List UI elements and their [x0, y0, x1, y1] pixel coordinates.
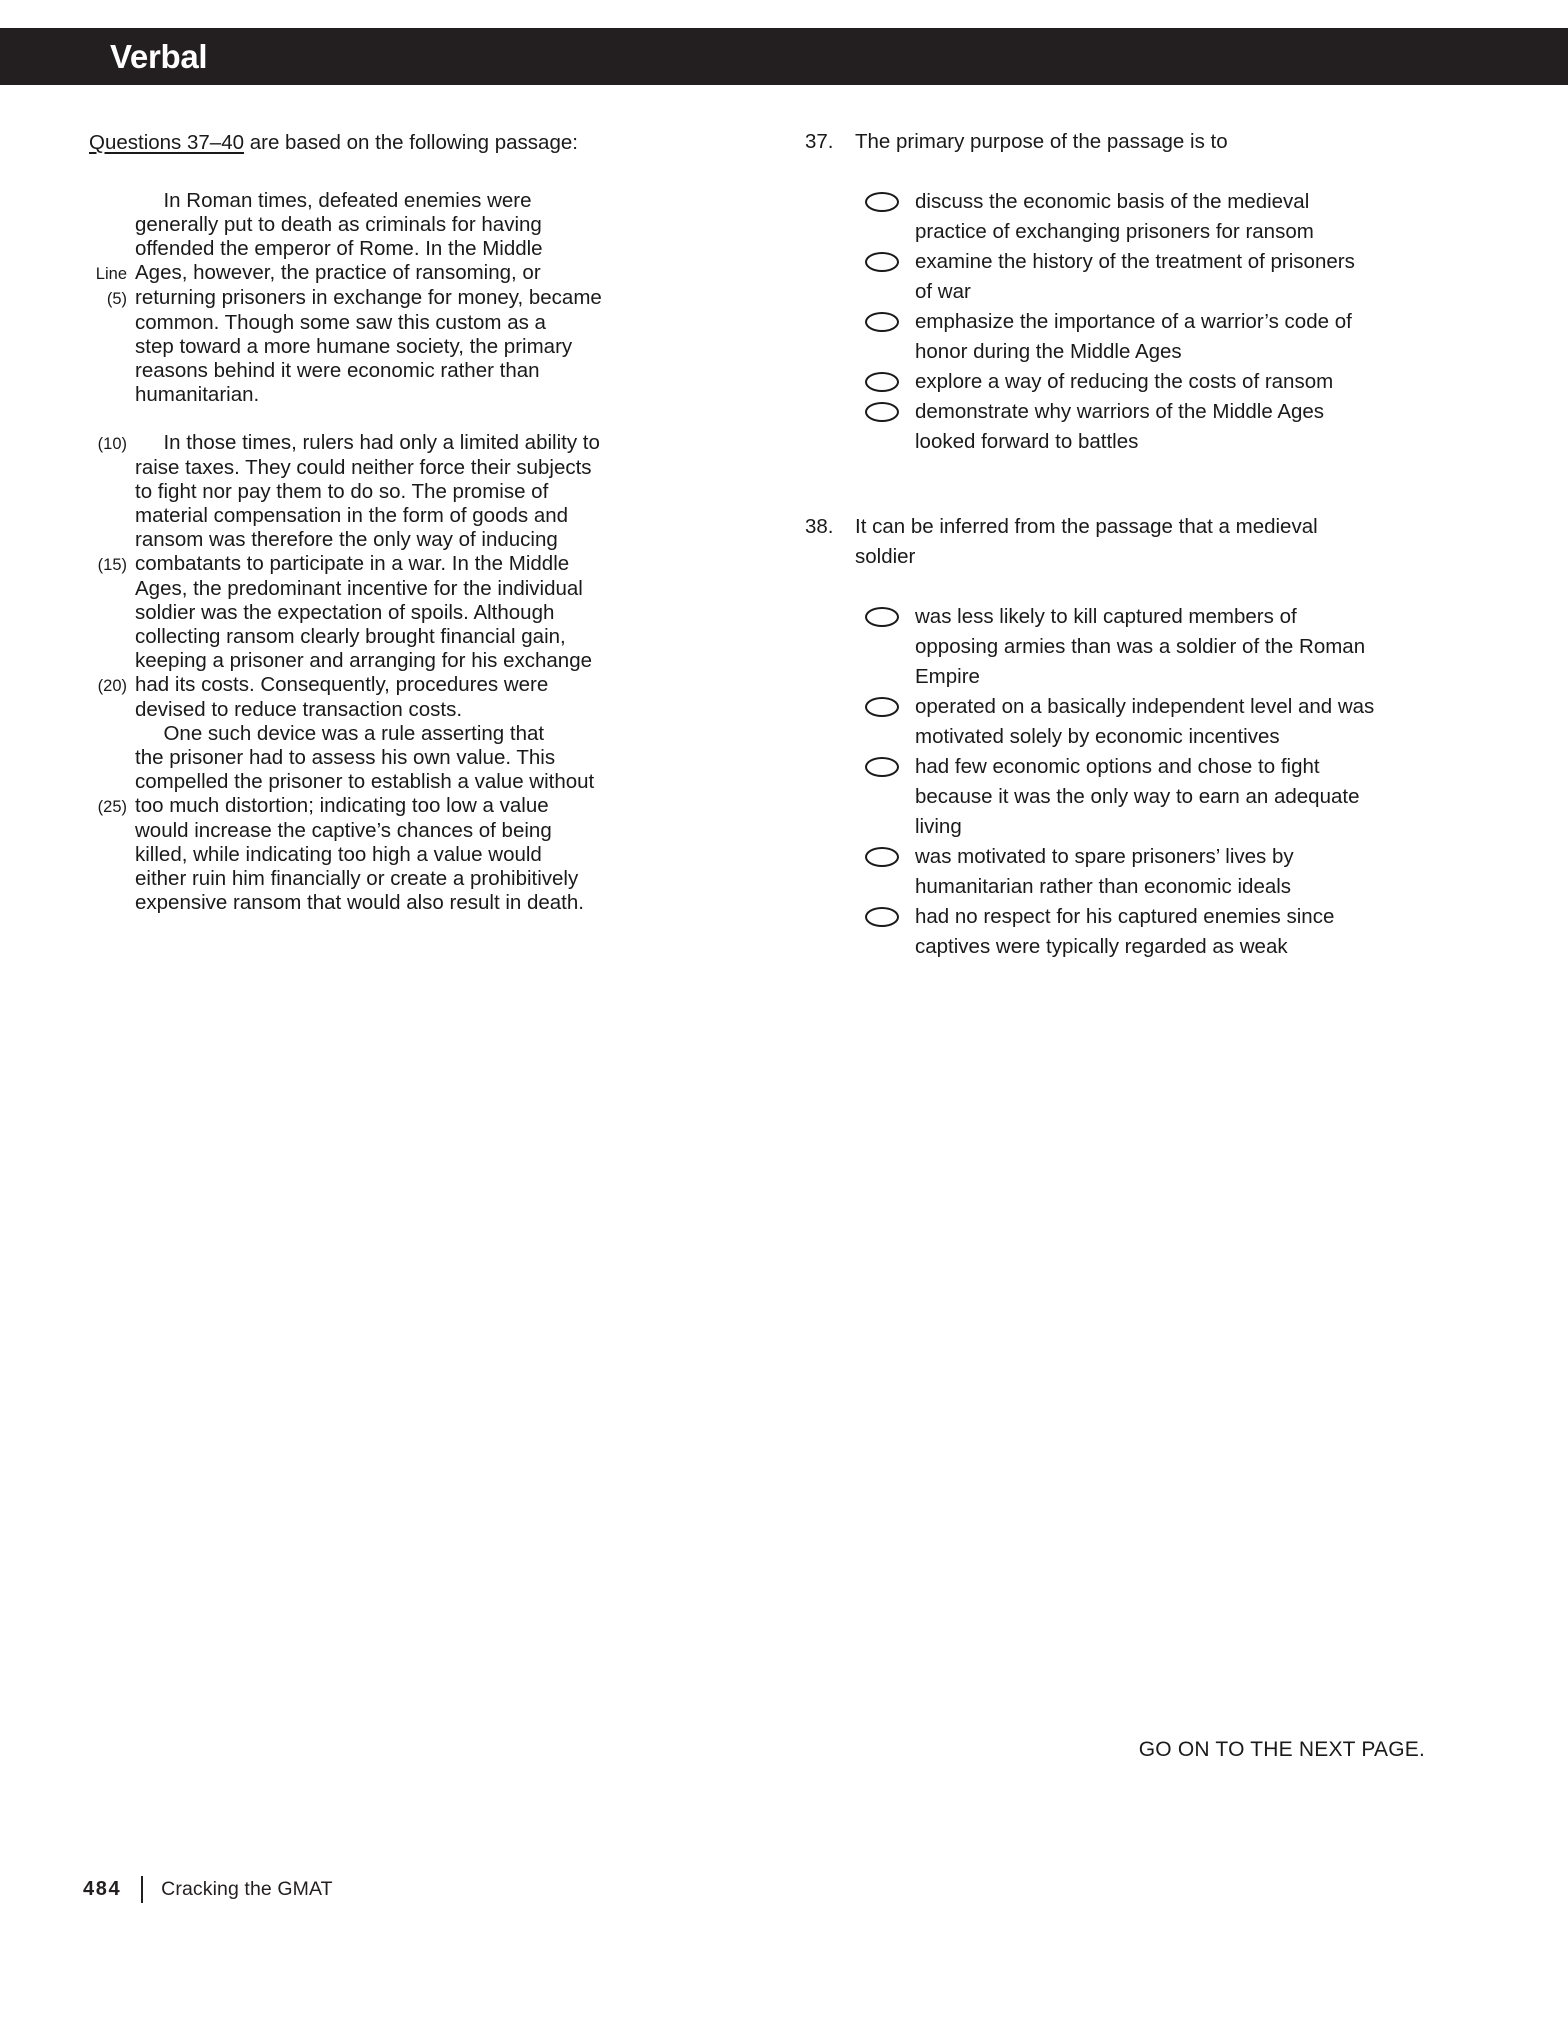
- answer-bubble-icon[interactable]: [865, 372, 899, 392]
- passage-line-number: (5): [106, 290, 127, 308]
- passage-line: [83, 480, 603, 504]
- passage-line-text: would increase the captive’s chances of being: [135, 819, 552, 842]
- answer-choice[interactable]: [865, 752, 1425, 842]
- passage-line-text: expensive ransom that would also result in death.: [135, 891, 584, 914]
- passage-line-text: had its costs. Consequently, procedures were: [135, 673, 549, 696]
- footer-page-number: 484: [83, 1878, 122, 1900]
- passage-line: [83, 698, 603, 722]
- answer-choice-text: emphasize the importance of a warrior’s code of honor during the Middle Ages: [915, 310, 1352, 363]
- passage-line-text: the prisoner had to assess his own value. This: [135, 746, 556, 769]
- passage-line-text: Ages, the predominant incentive for the individual: [135, 577, 583, 600]
- question-block: [805, 127, 1425, 512]
- answer-bubble-icon[interactable]: [865, 252, 899, 272]
- reading-passage: [83, 189, 603, 915]
- question-gap: [805, 457, 1425, 512]
- passage-line: [83, 843, 603, 867]
- answer-choice-text: explore a way of reducing the costs of ransom: [915, 370, 1334, 393]
- page-footer: [83, 1876, 333, 1903]
- passage-line-text: too much distortion; indicating too low a value: [135, 794, 549, 817]
- passage-line: [83, 504, 603, 528]
- passage-line-text: step toward a more humane society, the primary: [135, 335, 573, 358]
- answer-bubble-icon[interactable]: [865, 847, 899, 867]
- passage-line: [83, 746, 603, 770]
- passage-line-text: collecting ransom clearly brought financial gain,: [135, 625, 566, 648]
- passage-line-text: to fight nor pay them to do so. The promise of: [135, 480, 549, 503]
- passage-line-number: (10): [97, 435, 127, 453]
- answer-choice[interactable]: [865, 602, 1425, 692]
- passage-line-text: keeping a prisoner and arranging for his exchange: [135, 649, 592, 672]
- answer-bubble-icon[interactable]: [865, 697, 899, 717]
- questions-range-label: Questions 37–40: [89, 131, 245, 154]
- passage-line-text: humanitarian.: [135, 383, 260, 406]
- passage-line-number: (25): [97, 798, 127, 816]
- passage-line-text: devised to reduce transaction costs.: [135, 698, 463, 721]
- answer-choice-text: had no respect for his captured enemies since captives were typically regarded as weak: [915, 905, 1335, 958]
- passage-line-text: Ages, however, the practice of ransoming, or: [135, 261, 541, 284]
- passage-line: [83, 673, 603, 698]
- answer-choice-text: had few economic options and chose to fight because it was the only way to earn an adequate living: [915, 755, 1360, 838]
- passage-instructions-rest: are based on the following passage:: [244, 131, 578, 154]
- passage-line-text: In those times, rulers had only a limited ability to: [135, 431, 600, 454]
- passage-line-text: compelled the prisoner to establish a value without: [135, 770, 595, 793]
- passage-line-text: ransom was therefore the only way of inducing: [135, 528, 558, 551]
- page-section-title: Verbal: [110, 38, 208, 75]
- passage-line-number: (20): [97, 677, 127, 695]
- passage-line: [83, 213, 603, 237]
- passage-line-text: raise taxes. They could neither force their subjects: [135, 456, 592, 479]
- passage-line: [83, 722, 603, 746]
- question-block: [805, 512, 1425, 962]
- passage-paragraph-gap: [83, 407, 603, 431]
- answer-choice-text: was less likely to kill captured members of opposing armies than was a soldier of the Roman Empire: [915, 605, 1366, 688]
- passage-line-text: killed, while indicating too high a value would: [135, 843, 542, 866]
- answer-choice-text: demonstrate why warriors of the Middle Ages looked forward to battles: [915, 400, 1325, 453]
- answer-choice-list: [865, 187, 1425, 457]
- passage-line: [83, 552, 603, 577]
- answer-bubble-icon[interactable]: [865, 192, 899, 212]
- question-stem-text: It can be inferred from the passage that a medieval soldier: [855, 515, 1318, 568]
- passage-line: [83, 794, 603, 819]
- passage-line: [83, 867, 603, 891]
- passage-line-number: (15): [97, 556, 127, 574]
- answer-choice[interactable]: [865, 307, 1425, 367]
- answer-choice[interactable]: [865, 247, 1425, 307]
- answer-bubble-icon[interactable]: [865, 607, 899, 627]
- section-header-bar: [0, 28, 1568, 85]
- answer-choice[interactable]: [865, 397, 1425, 457]
- footer-book-title: Cracking the GMAT: [161, 1878, 333, 1900]
- answer-choice[interactable]: [865, 842, 1425, 902]
- passage-line-text: combatants to participate in a war. In the Middle: [135, 552, 570, 575]
- passage-line: [83, 383, 603, 407]
- question-stem-row: [805, 512, 1425, 572]
- passage-line-number: Line: [95, 265, 127, 283]
- passage-line-text: material compensation in the form of goods and: [135, 504, 569, 527]
- go-on-next-page-notice: GO ON TO THE NEXT PAGE.: [1138, 1738, 1425, 1761]
- passage-line: [83, 819, 603, 843]
- passage-line: [83, 237, 603, 261]
- answer-choice-text: operated on a basically independent level and was motivated solely by economic incentives: [915, 695, 1375, 748]
- passage-line: [83, 649, 603, 673]
- answer-choice[interactable]: [865, 367, 1425, 397]
- passage-line-text: One such device was a rule asserting that: [135, 722, 545, 745]
- passage-line-text: In Roman times, defeated enemies were: [135, 189, 532, 212]
- passage-line: [83, 189, 603, 213]
- passage-line-text: common. Though some saw this custom as a: [135, 311, 546, 334]
- passage-line: [83, 577, 603, 601]
- footer-divider: [141, 1876, 143, 1903]
- passage-line-text: offended the emperor of Rome. In the Middle: [135, 237, 543, 260]
- passage-line: [83, 770, 603, 794]
- passage-line: [83, 431, 603, 456]
- answer-choice[interactable]: [865, 187, 1425, 247]
- passage-line-text: generally put to death as criminals for having: [135, 213, 542, 236]
- passage-line: [83, 286, 603, 311]
- question-number: 38.: [805, 515, 834, 538]
- passage-line-text: reasons behind it were economic rather than: [135, 359, 540, 382]
- passage-line-text: either ruin him financially or create a prohibitively: [135, 867, 579, 890]
- passage-line: [83, 528, 603, 552]
- passage-line: [83, 601, 603, 625]
- passage-line: [83, 261, 603, 286]
- question-stem-text: The primary purpose of the passage is to: [855, 130, 1228, 153]
- questions-column: [805, 127, 1425, 962]
- passage-line-text: soldier was the expectation of spoils. Although: [135, 601, 555, 624]
- passage-line: [83, 311, 603, 335]
- passage-line: [83, 335, 603, 359]
- answer-choice[interactable]: [865, 902, 1425, 962]
- passage-line: [83, 456, 603, 480]
- answer-choice-text: was motivated to spare prisoners’ lives by humanitarian rather than economic ideals: [915, 845, 1294, 898]
- question-number: 37.: [805, 130, 834, 153]
- question-stem-row: [805, 127, 1425, 157]
- passage-line: [83, 625, 603, 649]
- passage-column: [83, 127, 603, 915]
- answer-bubble-icon[interactable]: [865, 312, 899, 332]
- answer-bubble-icon[interactable]: [865, 757, 899, 777]
- answer-choice[interactable]: [865, 692, 1425, 752]
- answer-choice-text: examine the history of the treatment of prisoners of war: [915, 250, 1355, 303]
- passage-instructions: [89, 127, 603, 158]
- answer-choice-list: [865, 602, 1425, 962]
- answer-bubble-icon[interactable]: [865, 402, 899, 422]
- passage-line: [83, 891, 603, 915]
- answer-choice-text: discuss the economic basis of the medieval practice of exchanging prisoners for ransom: [915, 190, 1314, 243]
- answer-bubble-icon[interactable]: [865, 907, 899, 927]
- passage-line: [83, 359, 603, 383]
- passage-line-text: returning prisoners in exchange for money, became: [135, 286, 602, 309]
- page-content: [0, 85, 1568, 2037]
